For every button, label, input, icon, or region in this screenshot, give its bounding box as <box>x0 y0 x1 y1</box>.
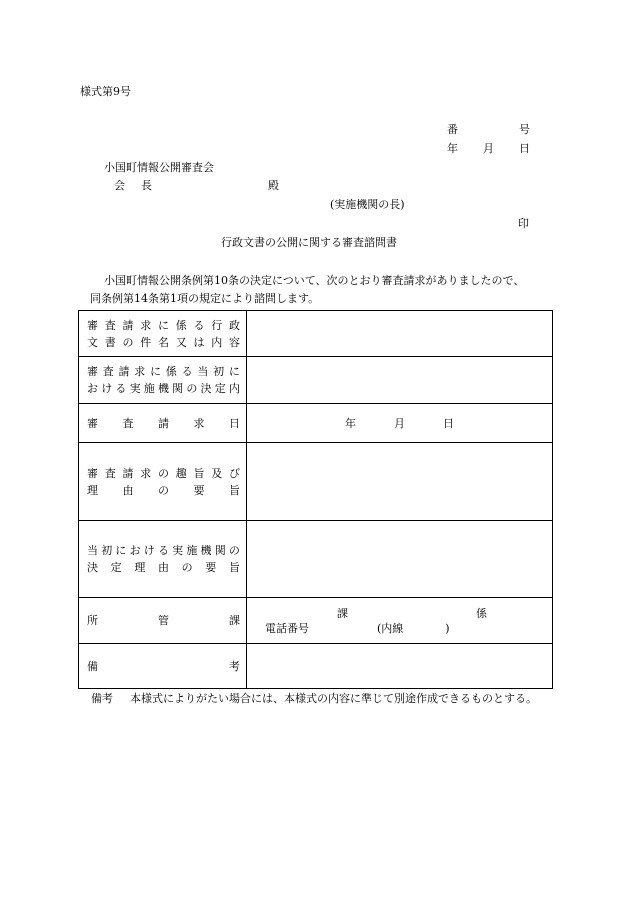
section-kakari-label: 係 <box>476 606 487 620</box>
chair-char-1: 会 <box>114 179 125 192</box>
request-date-field[interactable] <box>247 404 553 443</box>
table-row <box>79 598 553 644</box>
row-label-subject: 審 査 請 求 に 係 る 行 政 文 書 の 件 名 又 は 内 容 <box>79 311 247 357</box>
request-date-year: 年 <box>345 417 356 430</box>
department-field[interactable] <box>247 598 553 644</box>
decision-reason-value-field[interactable] <box>247 521 553 598</box>
table-row <box>79 357 553 404</box>
row-label-remarks: 備 考 <box>79 644 247 689</box>
remarks-value-field[interactable] <box>247 644 553 689</box>
table-row <box>79 443 553 521</box>
original-decision-value-field[interactable] <box>247 357 553 404</box>
row-label-original-decision: 審 査 請 求 に 係 る 当 初 に お け る 実 施 機 関 の 決 定 内 <box>79 357 247 404</box>
agency-head: (実施機関の長) <box>330 198 405 211</box>
row-label-decision-reason: 当 初 に お け る 実 施 機 関 の 決 定 理 由 の 要 旨 <box>79 521 247 598</box>
date-month-label: 月 <box>483 142 494 155</box>
extension-label: (内線 <box>377 621 404 635</box>
number-label-go: 号 <box>519 123 530 136</box>
table-row <box>79 404 553 443</box>
extension-close-paren: ) <box>445 621 450 635</box>
table-row <box>79 644 553 689</box>
chair-char-2: 長 <box>141 179 152 192</box>
request-date-day: 日 <box>443 417 454 430</box>
subject-value-field[interactable] <box>247 311 553 357</box>
form-number: 様式第9号 <box>80 85 131 98</box>
seal-mark: 印 <box>518 217 529 230</box>
addressee-council: 小国町情報公開審査会 <box>104 161 214 174</box>
request-form-table <box>78 310 553 689</box>
request-date-month: 月 <box>394 417 405 430</box>
phone-number-label: 電話番号 <box>265 621 309 635</box>
row-label-department: 所 管 課 <box>79 598 247 644</box>
row-label-request-date: 審 査 請 求 日 <box>79 404 247 443</box>
request-reason-value-field[interactable] <box>247 443 553 521</box>
body-line-2: 同条例第14条第1項の規定により諮問します。 <box>90 292 320 305</box>
table-row <box>79 521 553 598</box>
footnote <box>91 693 537 704</box>
honorific-dono: 殿 <box>268 179 279 192</box>
footnote-label: 備考 <box>91 692 113 705</box>
document-title: 行政文書の公開に関する審査諮問書 <box>221 236 397 249</box>
footnote-text: 本様式によりがたい場合には、本様式の内容に準じて別途作成できるものとする。 <box>130 692 537 705</box>
row-label-request-reason: 審 査 請 求 の 趣 旨 及 び 理 由 の 要 旨 <box>79 443 247 521</box>
table-row <box>79 311 553 357</box>
document-number-line <box>447 124 530 135</box>
date-day-label: 日 <box>519 142 530 155</box>
section-ka-label: 課 <box>337 606 348 620</box>
body-line-1: 小国町情報公開条例第10条の決定について、次のとおり審査請求がありましたので、 <box>104 274 525 287</box>
date-year-label: 年 <box>447 142 458 155</box>
addressee-chair <box>114 180 152 191</box>
number-label-ban: 番 <box>447 123 458 136</box>
date-line <box>447 143 530 154</box>
